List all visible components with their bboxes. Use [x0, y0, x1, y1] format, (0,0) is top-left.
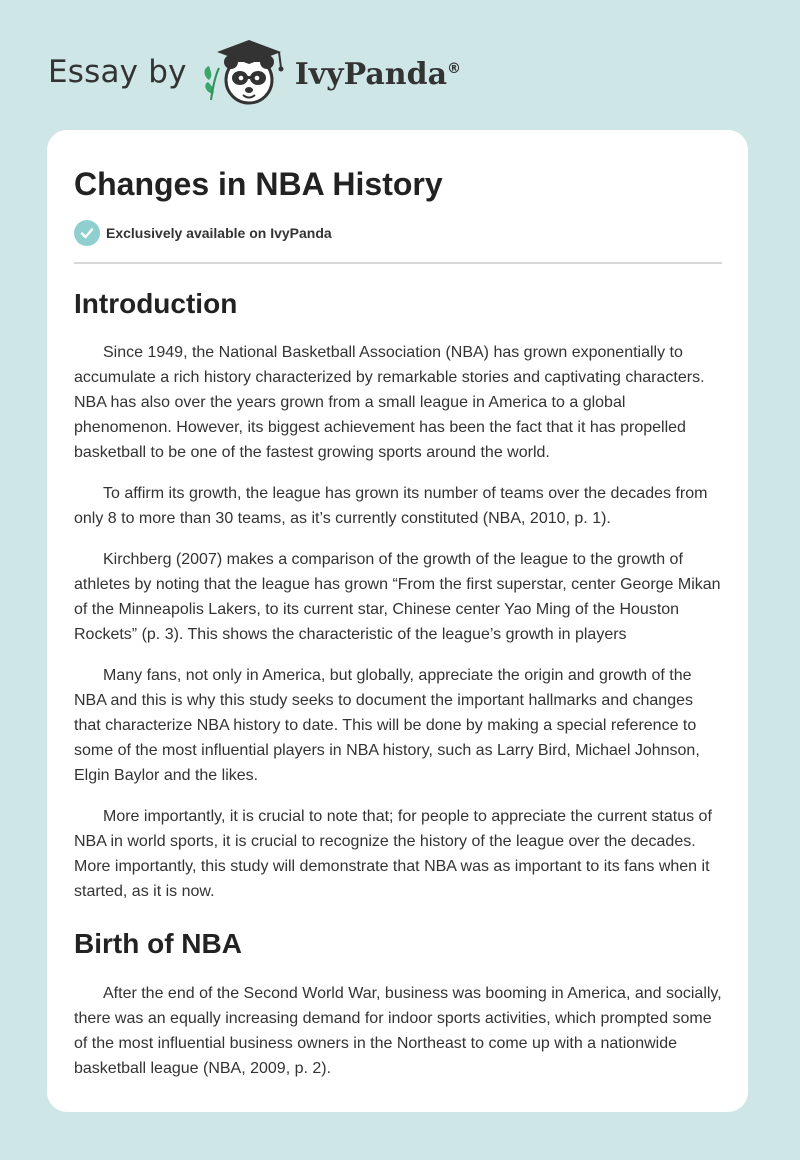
title-divider — [74, 262, 722, 264]
brand-name[interactable]: IvyPanda® — [294, 56, 462, 92]
paragraph: To affirm its growth, the league has grown its number of teams over the decades from only 8 to more than 30 teams, as it’s currently constituted (NBA, 2010, p. 1). — [74, 485, 708, 527]
section-heading-introduction: Introduction — [74, 288, 238, 319]
brand-prefix: Essay by — [48, 54, 187, 90]
paragraph: After the end of the Second World War, business was booming in America, and socially, there was an equally increasing demand for indoor sports activities, which prompted some of the most influential business owners in the Northeast to come up with a nationwide basketball league (NBA, 2009, p. 2). — [74, 985, 722, 1077]
paragraph: Since 1949, the National Basketball Association (NBA) has grown exponentially to accumulate a rich history characterized by remarkable stories and captivating characters. NBA has also over the years grown from a small league in America to a global phenomenon. However, its biggest achievement has been the fact that it has propelled basketball to be one of the fastest growing sports around the world. — [74, 344, 705, 461]
paragraph: Kirchberg (2007) makes a comparison of the growth of the league to the growth of athletes by noting that the league has grown “From the first superstar, center George Mikan of the Minneapolis Lakers, to its current star, Chinese center Yao Ming of the Houston Rockets” (p. 3). This shows the characteristic of the league’s growth in players — [74, 551, 721, 643]
panda-graduate-icon[interactable] — [201, 36, 291, 108]
exclusive-label: Exclusively available on IvyPanda — [106, 225, 332, 241]
registered-mark: ® — [447, 60, 462, 77]
paragraph: Many fans, not only in America, but globally, appreciate the origin and growth of the NBA and this is why this study seeks to document the important hallmarks and changes that characterize NBA history to date. This will be done by making a special reference to some of the most influential players in NBA history, such as Larry Bird, Michael Johnson, Elgin Baylor and the likes. — [74, 667, 700, 784]
section-heading-birth-of-nba: Birth of NBA — [74, 928, 242, 959]
essay-card — [47, 130, 748, 1112]
paragraph: More importantly, it is crucial to note that; for people to appreciate the current status of NBA in world sports, it is crucial to recognize the history of the league over the decades. More importantly, this study will demonstrate that NBA was as important to its fans when it started, as it is now. — [74, 808, 712, 900]
essay-title: Changes in NBA History — [74, 166, 443, 202]
brand-header — [48, 36, 461, 108]
exclusive-badge — [74, 218, 722, 248]
check-circle-icon — [74, 220, 100, 246]
